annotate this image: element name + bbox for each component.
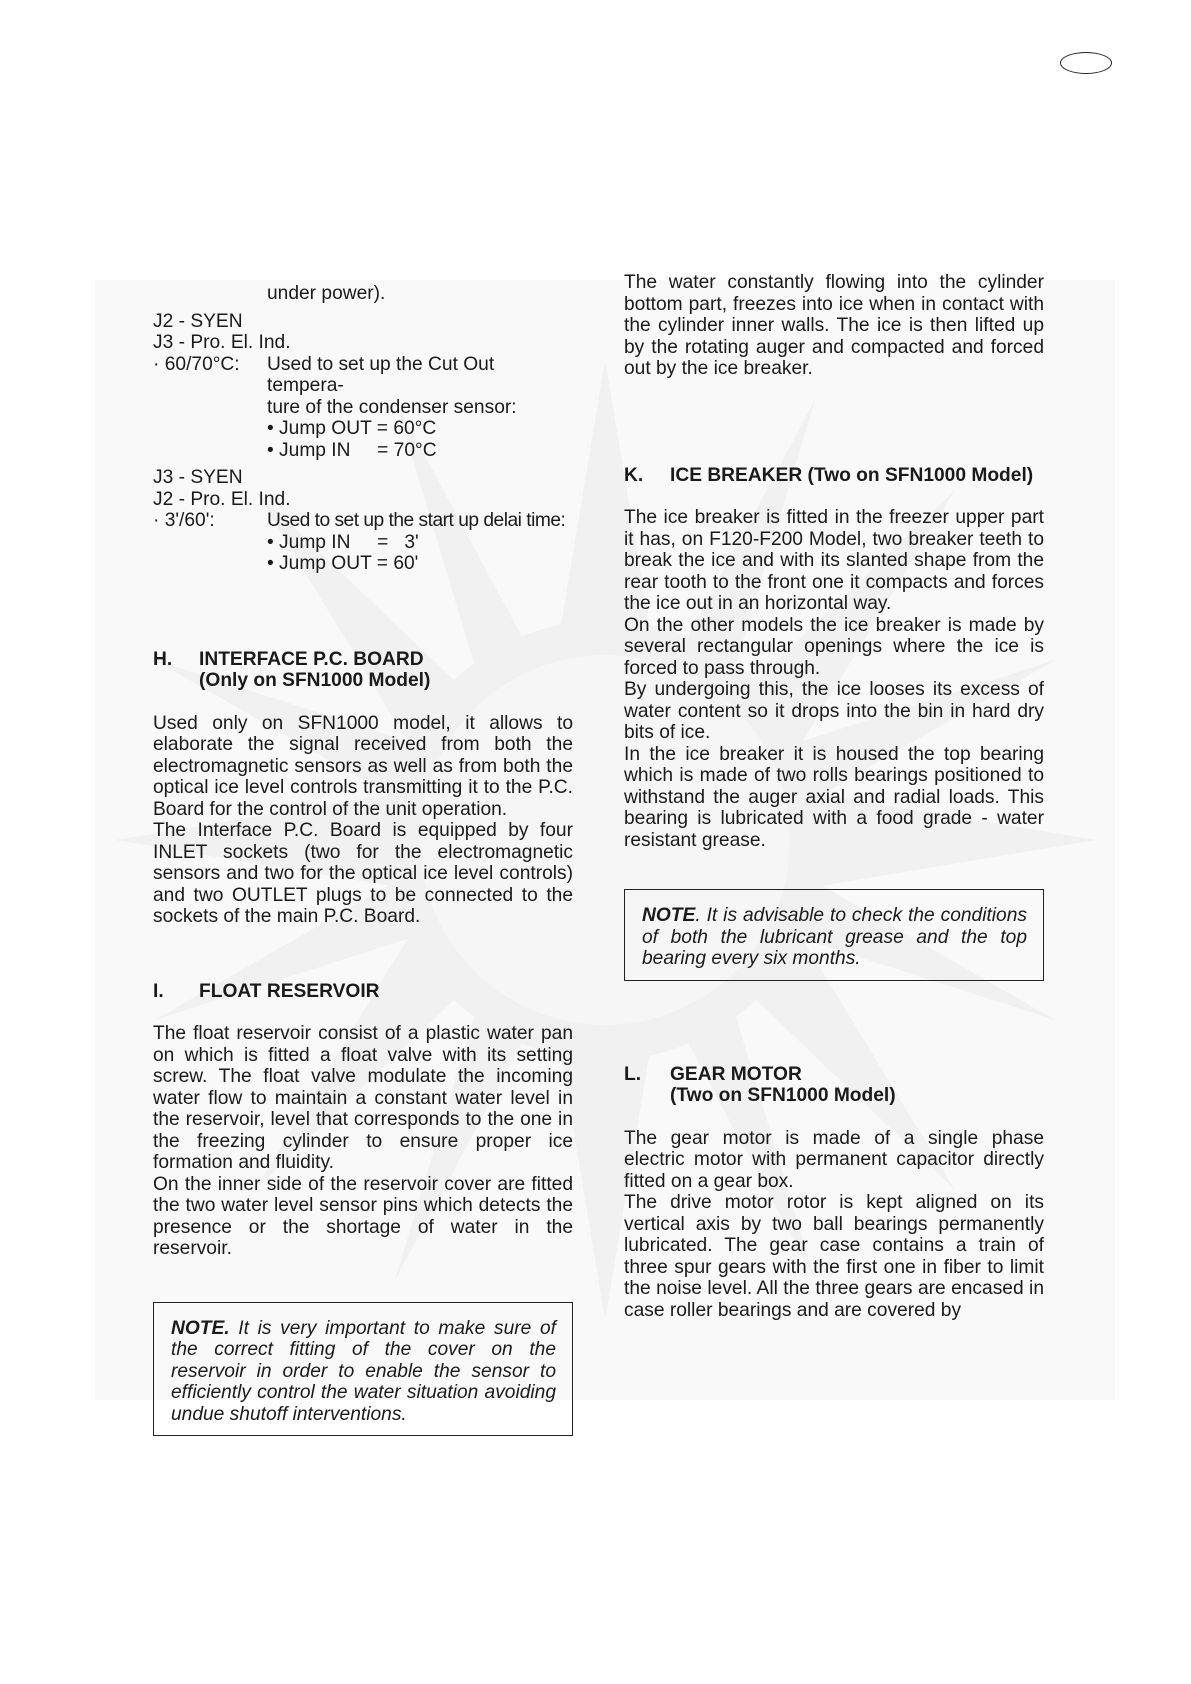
note-text: . It is advisable to check the conditions of both the lubricant grease and the top bearing every six months. <box>642 905 1027 969</box>
jumper-label: · 3'/60': <box>153 510 215 531</box>
section-k-paragraph: The ice breaker is fitted in the freezer upper part it has, on F120-F200 Model, two breaker teeth to break the ice and with its slanted shape from the rear tooth to the front one it compacts and forces the ice out in an horizontal way. On the other models the ice breaker is made by several rectangular openings where the ice is forced to pass through. By undergoing this, the ice looses its excess of water content so it drops into the bin in hard dry bits of ice. In the ice breaker it is housed the top bearing which is made of two rolls bearings positioned to withstand the auger axial and radial loads. This bearing is lubricated with a food grade - water resistant grease. <box>624 507 1044 851</box>
section-title: INTERFACE P.C. BOARD <box>199 648 424 670</box>
note-label: NOTE <box>642 905 696 926</box>
section-title: ICE BREAKER (Two on SFN1000 Model) <box>670 464 1034 486</box>
jumper-block-cutout <box>153 311 573 462</box>
jumper-line: J3 - SYEN <box>153 467 243 488</box>
jumper-option: • Jump IN = 70°C <box>267 439 437 461</box>
jumper-line: J3 - Pro. El. Ind. <box>153 332 291 353</box>
page-number-oval <box>1060 52 1112 74</box>
right-column <box>624 272 1044 1321</box>
jumper-line: J2 - Pro. El. Ind. <box>153 488 291 510</box>
intro-paragraph: The water constantly flowing into the cylinder bottom part, freezes into ice when in contact with the cylinder inner walls. The ice is then lifted up by the rotating auger and compacted and forced out by the ice breaker. <box>624 272 1044 379</box>
section-subtitle: (Only on SFN1000 Model) <box>199 670 431 691</box>
note-label: NOTE. <box>171 1317 230 1339</box>
jumper-block-delay <box>153 467 573 575</box>
section-i-heading <box>153 981 573 1003</box>
section-l-heading <box>624 1064 1044 1107</box>
section-number: L. <box>624 1063 642 1085</box>
jumper-option: • Jump OUT = 60' <box>267 553 419 574</box>
section-h-paragraph: Used only on SFN1000 model, it allows to elaborate the signal received from both the electromagnetic sensors as well as from both the optical ice level controls transmitting it to the P.C. Board for the control of the unit operation. The Interface P.C. Board is equipped by four INLET sockets (two for the electromagnetic sensors and two for the optical ice level controls) and two OUTLET plugs to be connected to the sockets of the main P.C. Board. <box>153 712 573 927</box>
section-number: I. <box>153 980 164 1002</box>
section-number: H. <box>153 648 173 670</box>
left-column <box>153 283 573 1436</box>
section-title: FLOAT RESERVOIR <box>199 980 380 1002</box>
jumper-desc: ture of the condenser sensor: <box>267 396 517 418</box>
continuation-line: under power). <box>267 283 386 304</box>
note-box-bearing <box>624 889 1044 981</box>
jumper-desc: Used to set up the start up delai time: <box>267 510 566 531</box>
jumper-line: J2 - SYEN <box>153 310 243 332</box>
section-i-paragraph: The float reservoir consist of a plastic water pan on which is fitted a float valve with its setting screw. The float valve modulate the incoming water flow to maintain a constant water level in the reservoir, level that corresponds to the one in the freezing cylinder to ensure proper ice formation and fluidity. On the inner side of the reservoir cover are fitted the two water level sensor pins which detects the presence or the shortage of water in the reservoir. <box>153 1023 573 1259</box>
jumper-desc: Used to set up the Cut Out tempera- <box>267 353 495 396</box>
note-text: It is very important to make sure of the correct fitting of the cover on the reservoir in order to enable the sensor to efficiently control the water situation avoiding undue shutoff interventions. <box>171 1317 556 1425</box>
jumper-option: • Jump IN = 3' <box>267 531 419 553</box>
note-box-reservoir <box>153 1302 573 1437</box>
section-subtitle: (Two on SFN1000 Model) <box>670 1085 896 1106</box>
jumper-option: • Jump OUT = 60°C <box>267 418 437 439</box>
section-k-heading <box>624 465 1044 487</box>
section-title: GEAR MOTOR <box>670 1063 802 1085</box>
section-h-heading <box>153 649 573 692</box>
section-number: K. <box>624 464 644 486</box>
jumper-label: · 60/70°C: <box>153 353 240 375</box>
section-l-paragraph: The gear motor is made of a single phase electric motor with permanent capacitor directly fitted on a gear box. The drive motor rotor is kept aligned on its vertical axis by two ball bearings permanently lubricated. The gear case contains a train of three spur gears with the first one in fiber to limit the noise level. All the three gears are encased in case roller bearings and are covered by <box>624 1127 1044 1321</box>
